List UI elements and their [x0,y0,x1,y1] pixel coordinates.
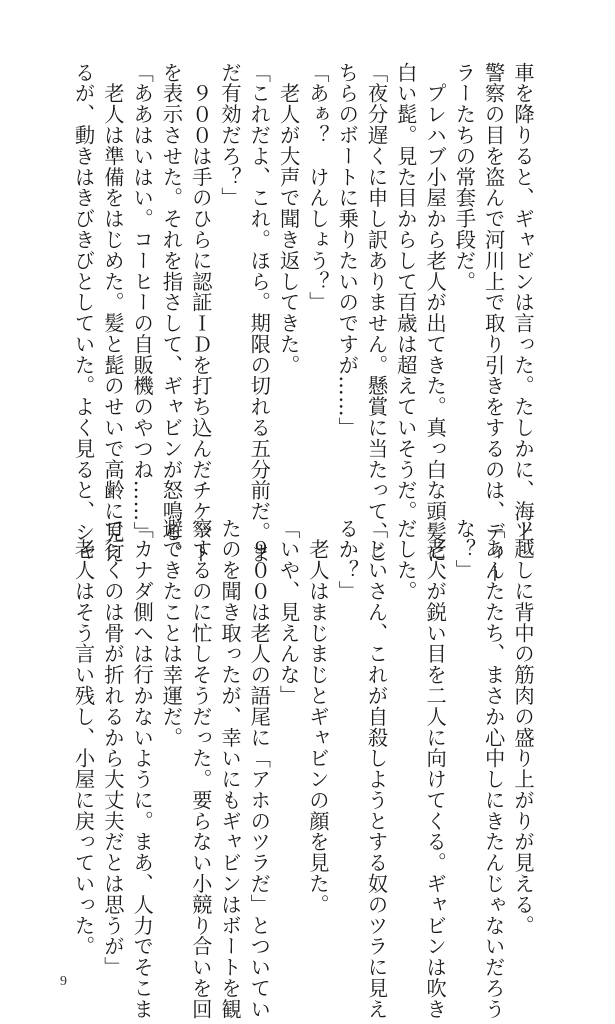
text-line: 老人はまじまじとギャビンの顔を見た。 [305,518,330,915]
text-line: ９００は手のひらに認証ＩＤを打ち込んだチケット [188,62,213,564]
text-line: ツ越しに背中の筋肉の盛り上がりが見える。 [511,518,535,936]
text-line: 車を降りると、ギャビンは言った。たしかに、海上 [511,62,535,543]
text-line: ９００は老人の語尾に「アホのツラだ」とついてい [247,518,272,1020]
text-line: 老人は準備をはじめた。髪と髭のせいで高齢に見え [100,62,125,564]
text-line: ラーたちの常套手段だ。 [452,62,477,292]
text-line: 「ああはいはい。コーヒーの自販機のやつね……」 [130,62,155,543]
text-line: 「これだよ、これ。ほら。期限の切れる五分前だ。ま [247,62,272,564]
text-line: な？」 [452,518,477,581]
text-line: 老人が大声で聞き返してきた。 [276,62,301,376]
text-line: ちらのボートに乗りたいのですが……」 [335,62,360,439]
text-line: 警察の目を盗んで河川上で取り引きをするのは、ディー [481,62,506,585]
text-line: 「あんたたち、まさか心中しにきたんじゃないだろう [481,518,506,1020]
text-line: で行くのは骨が折れるから大丈夫だとは思うが」 [100,518,125,978]
text-line: 「夜分遅くに申し訳ありません。懸賞に当たって、こ [364,62,389,564]
text-line: たのを聞き取ったが、幸いにもギャビンはボートを観 [218,518,243,1020]
text-line: プレハブ小屋から老人が出てきた。真っ白な頭髪に、 [423,62,448,585]
text-line: 察するのに忙しそうだった。要らない小競り合いを回 [188,518,213,1020]
text-line: を表示させた。それを指さして、ギャビンが怒鳴る。 [159,62,184,564]
text-line: るが、動きはきびきびとしていた。よく見ると、シャ [71,62,96,564]
text-line: だした。 [393,518,418,602]
lower-text-block [67,518,537,1020]
text-line: 「カナダ側へは行かないように。まあ、人力でそこま [130,518,155,1020]
text-line: 「いや、見えんな」 [276,518,301,707]
text-line: 「じいさん、これが自殺しようとする奴のツラに見え [364,518,389,1020]
text-line: だ有効だろ？」 [218,62,243,209]
text-line: 白い髭。見た目からして百歳は超えていそうだ。 [393,62,418,522]
page-number: 9 [60,974,67,989]
text-line: 「あぁ？ けんしょう？」 [305,62,330,313]
text-line: 避できたことは幸運だ。 [159,518,184,748]
text-line: 老人はそう言い残し、小屋に戻っていった。 [71,518,96,957]
text-line: るか？」 [335,518,360,602]
text-line: 老人が鋭い目を二人に向けてくる。ギャビンは吹き [423,518,448,1020]
